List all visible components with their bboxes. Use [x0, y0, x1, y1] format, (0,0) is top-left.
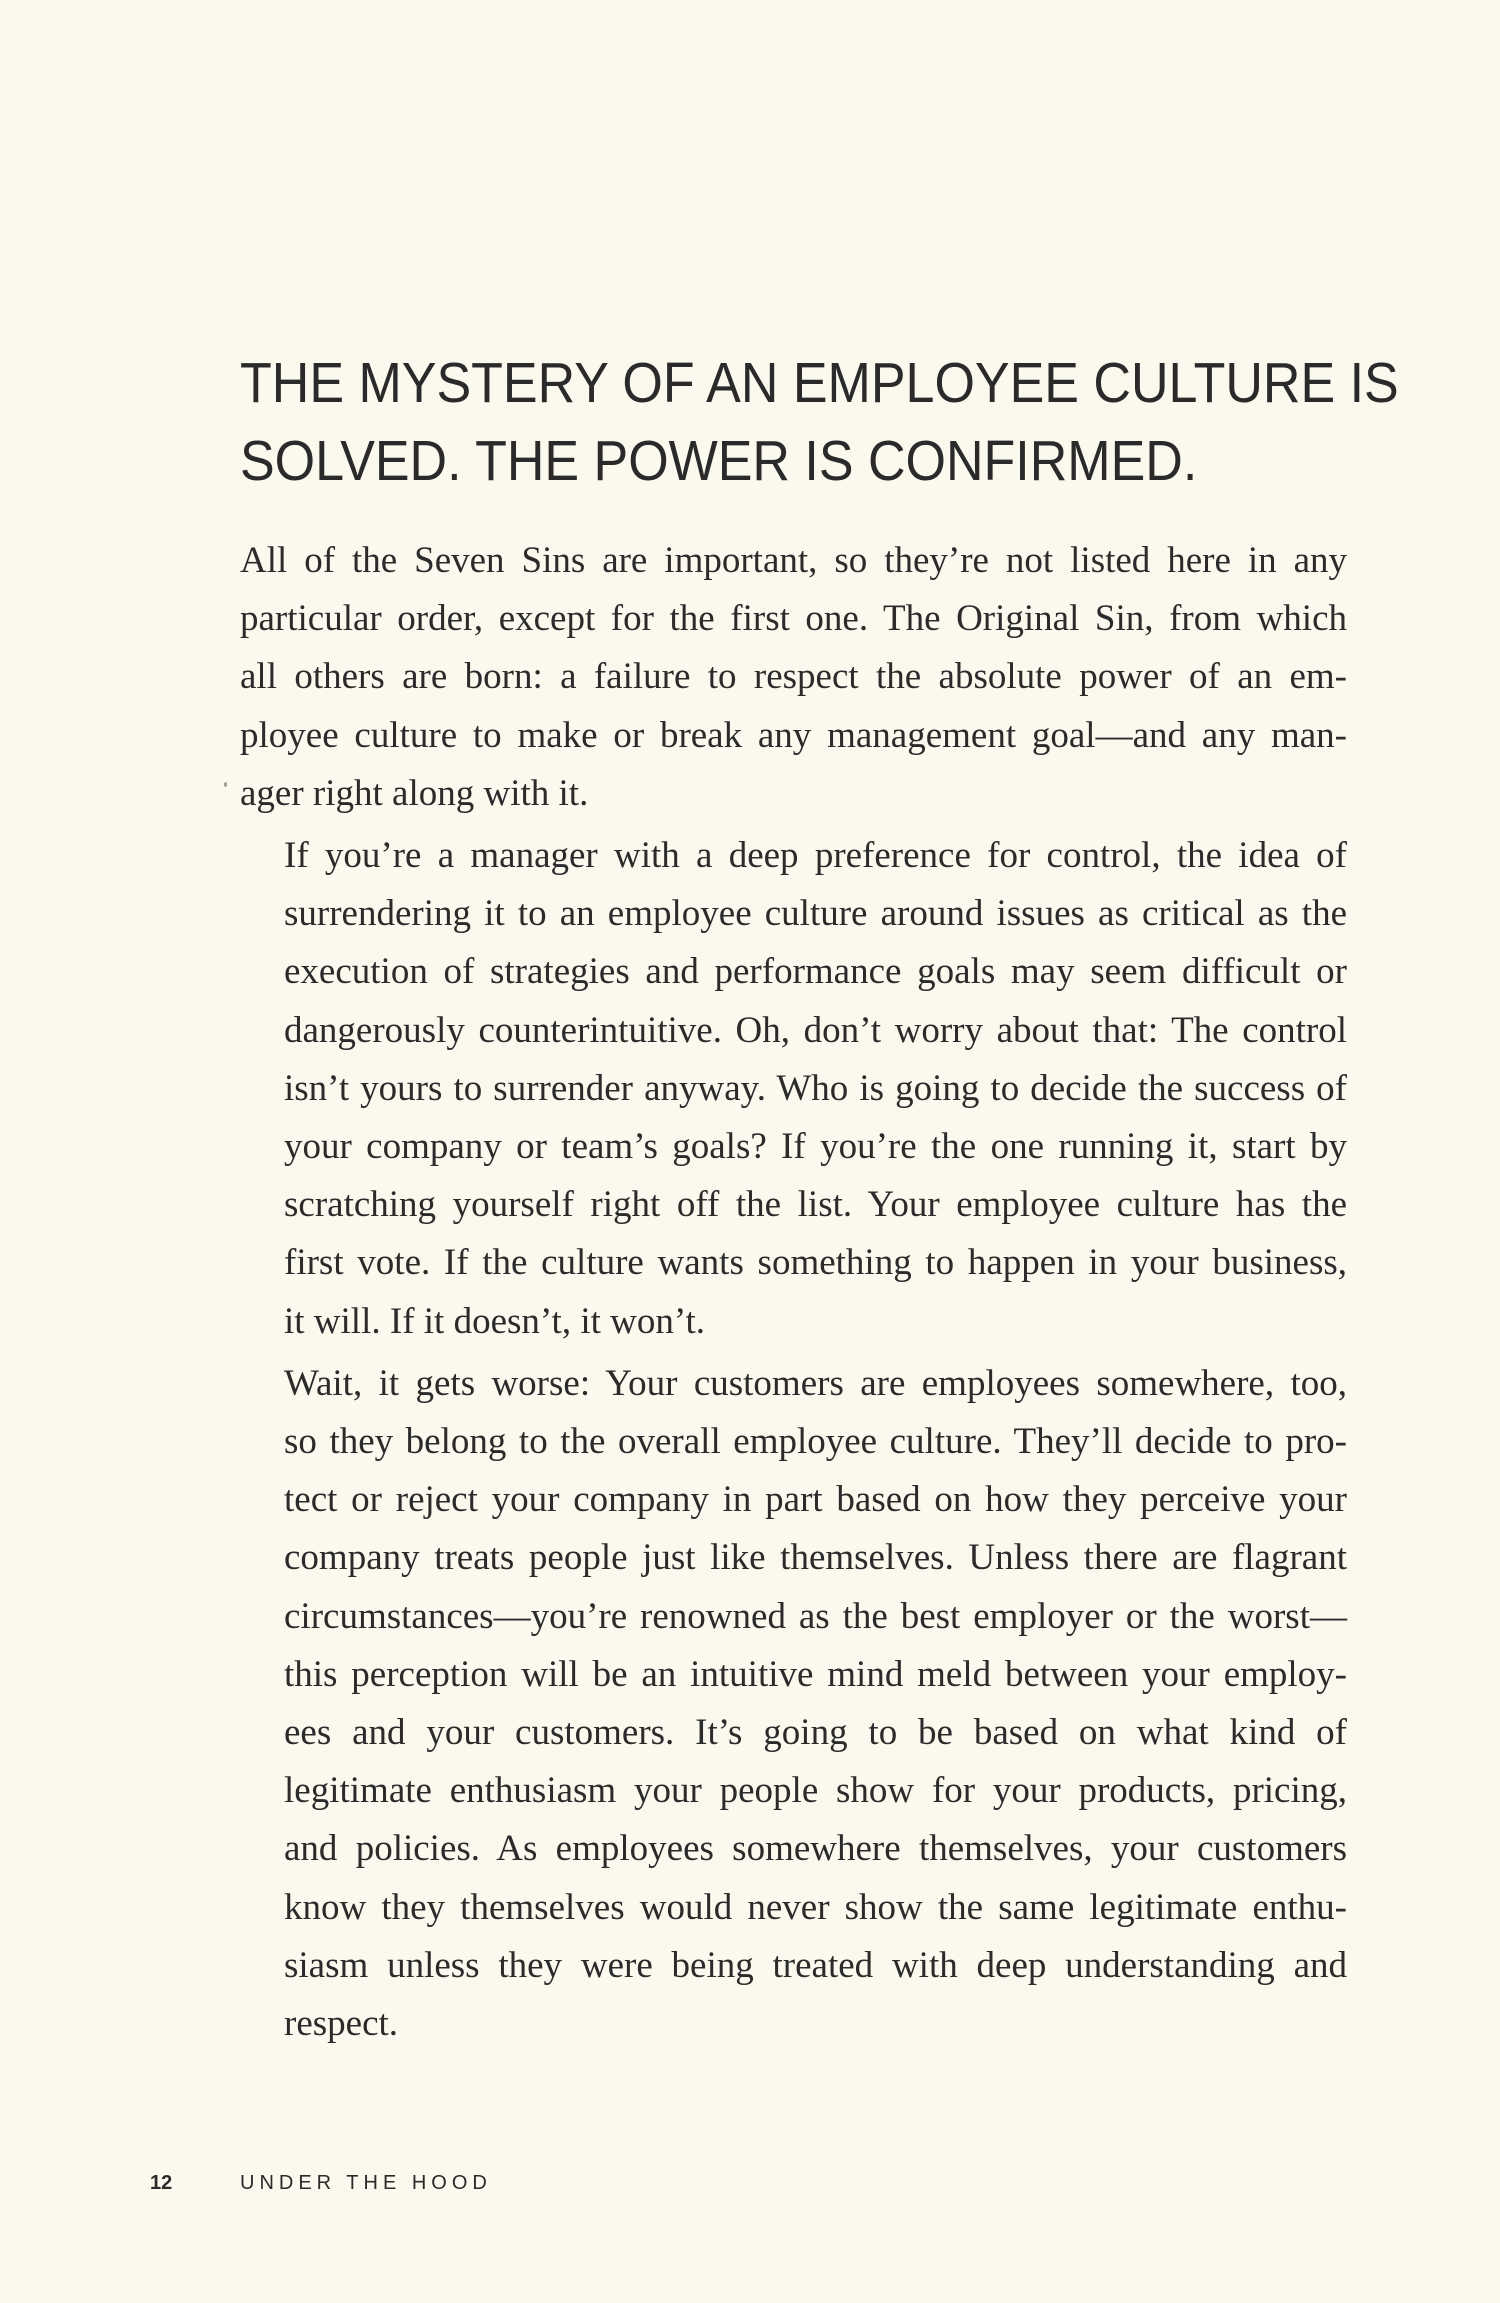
- heading-line: THE MYSTERY OF AN EMPLOYEE CULTURE IS: [240, 352, 1399, 416]
- running-head: UNDER THE HOOD: [240, 2172, 492, 2194]
- text-line: All of the Seven Sins are important, so they’re not listed here in any: [240, 540, 1347, 581]
- text-line: know they themselves would never show the same legitimate enthu-: [284, 1886, 1347, 1928]
- text-line: surrendering it to an employee culture around issues as critical as the: [284, 893, 1347, 935]
- text-line: it will. If it doesn’t, it won’t.: [284, 1300, 706, 1342]
- paragraph-2: [240, 827, 1347, 1351]
- text-line: ployee culture to make or break any management goal—and any man-: [240, 714, 1347, 756]
- heading-line: SOLVED. THE POWER IS CONFIRMED.: [240, 430, 1198, 493]
- text-line: tect or reject your company in part based on how they perceive your: [284, 1479, 1347, 1521]
- text-line: first vote. If the culture wants something to happen in your business,: [284, 1242, 1347, 1284]
- print-speck: [224, 782, 227, 787]
- text-line: ager right along with it.: [240, 772, 589, 814]
- text-line: scratching yourself right off the list. Your employee culture has the: [284, 1184, 1347, 1226]
- paragraph-3: [240, 1355, 1347, 2053]
- page-number: 12: [150, 2172, 173, 2194]
- text-line: execution of strategies and performance goals may seem difficult or: [284, 951, 1347, 993]
- text-line: If you’re a manager with a deep preference for control, the idea of: [284, 835, 1347, 877]
- text-line: isn’t yours to surrender anyway. Who is going to decide the success of: [284, 1067, 1347, 1109]
- text-line: particular order, except for the first one. The Original Sin, from which: [240, 598, 1347, 640]
- text-line: Wait, it gets worse: Your customers are employees somewhere, too,: [284, 1362, 1347, 1404]
- text-line: all others are born: a failure to respect the absolute power of an em-: [240, 656, 1347, 698]
- text-line: company treats people just like themselves. Unless there are flagrant: [284, 1537, 1347, 1579]
- section-heading: [240, 345, 1399, 501]
- text-line: dangerously counterintuitive. Oh, don’t worry about that: The control: [284, 1009, 1347, 1051]
- text-line: ees and your customers. It’s going to be based on what kind of: [284, 1712, 1347, 1754]
- text-line: legitimate enthusiasm your people show for your products, pricing,: [284, 1770, 1347, 1812]
- text-line: and policies. As employees somewhere themselves, your customers: [284, 1828, 1347, 1870]
- text-line: circumstances—you’re renowned as the best employer or the worst—: [284, 1595, 1347, 1637]
- text-line: this perception will be an intuitive mind meld between your employ-: [284, 1653, 1347, 1695]
- paragraph-1: [240, 532, 1347, 823]
- text-line: your company or team’s goals? If you’re the one running it, start by: [284, 1126, 1347, 1168]
- text-line: siasm unless they were being treated with deep understanding and: [284, 1944, 1347, 1986]
- body-text: [240, 532, 1347, 2057]
- text-line: so they belong to the overall employee culture. They’ll decide to pro-: [284, 1421, 1347, 1463]
- text-line: respect.: [284, 2003, 399, 2045]
